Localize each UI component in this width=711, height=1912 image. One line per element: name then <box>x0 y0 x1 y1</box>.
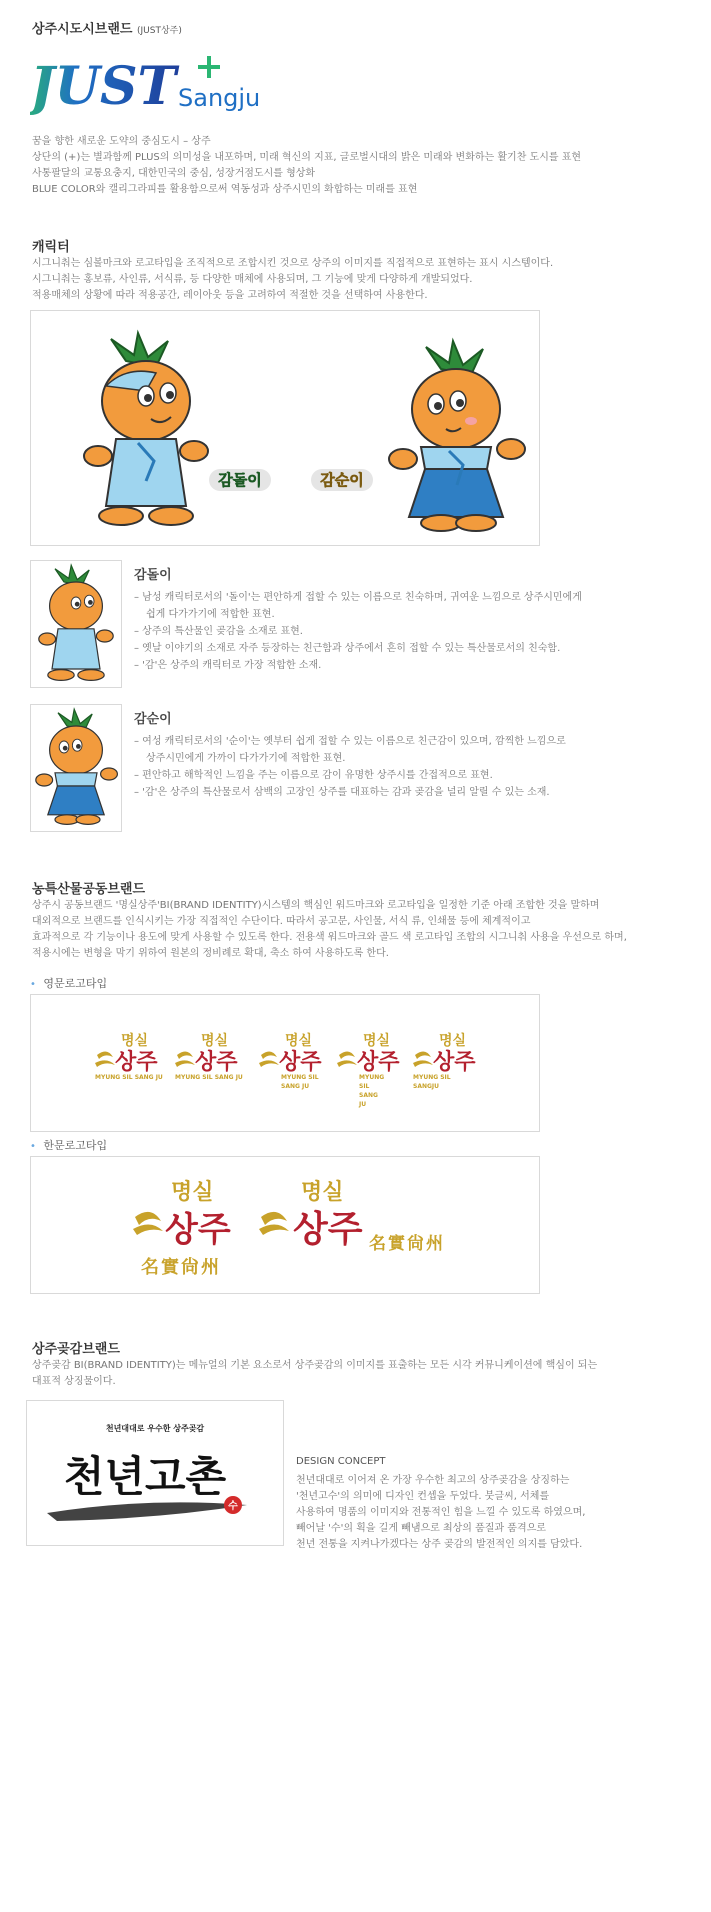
eng-logo-label: SANGJU <box>413 1083 440 1090</box>
eng-logo-label: MYUNG <box>359 1074 385 1081</box>
gamsuni-title: 감순이 <box>134 712 172 727</box>
logo-sangju-text: Sangju <box>178 84 261 112</box>
gamdori-figure <box>84 333 208 525</box>
gotgam-logo-box <box>26 1400 284 1546</box>
eng-logo-label: MYUNG SIL <box>413 1074 451 1081</box>
eng-logo-top-text: 명실 <box>363 1033 391 1049</box>
eng-logotype-box <box>30 994 540 1132</box>
wing-icon <box>337 1060 357 1067</box>
han-logo-horizontal <box>259 1179 445 1254</box>
eng-logo-main-text: 상주 <box>279 1050 322 1075</box>
gamdori-thumb-box <box>30 560 122 688</box>
section-character <box>32 236 70 255</box>
han-logotype-box <box>30 1156 540 1294</box>
wing-icon <box>413 1060 433 1067</box>
city-brand-desc: 꿈을 향한 새로운 도약의 중심도시 – 상주 상단의 (+)는 별과함께 PLUS의 의미성을 내포하며, 미래 혁신의 지표, 글로벌시대의 밝은 미래와 변화하는 활기찬 도시를 표현 사통팔달의 교통요충지, 대한민국의 중심, 성장거점도시를 형상화 BLUE COLOR와 캘리그라피를 활용함으로써 역동성과 상주시민의 화합하는 미래를 표현 <box>32 136 582 195</box>
svg-text:감순이: 감순이 <box>320 471 364 489</box>
gamdori-thumb <box>31 561 121 687</box>
gamdori-info <box>134 564 582 674</box>
gotgam-brand-title: 상주곶감브랜드 <box>32 1342 120 1357</box>
gamsuni-thumb-box <box>30 704 122 832</box>
eng-logo-label: SIL <box>359 1083 370 1090</box>
eng-logo-label: SANG JU <box>281 1083 310 1090</box>
section-gotgam-brand <box>32 1338 120 1357</box>
svg-text:상주: 상주 <box>165 1210 231 1250</box>
character-desc: 시그니춰는 심볼마크와 로고타입을 조직적으로 조합시킨 것으로 상주의 이미지를 직접적으로 표현하는 표시 시스템이다. 시그니춰는 홍보류, 사인류, 서식류, 등 다양한 매체에 사용되며, 그 기능에 맞게 다양하게 개발되었다. 적용매체의 상황에 따라 적용공간, 레이아웃 등을 고려하여 적절한 것을 선택하여 사용한다. <box>32 258 554 301</box>
character-pair-illustration <box>31 311 539 545</box>
gamsuni-info <box>134 708 566 801</box>
svg-text:천년고촌: 천년고촌 <box>63 1452 227 1501</box>
svg-text:상주: 상주 <box>293 1209 363 1250</box>
svg-text:수: 수 <box>228 1501 238 1512</box>
agri-brand-desc: 상주시 공동브랜드 '명실상주'BI(BRAND IDENTITY)시스템의 핵심인 워드마크와 로고타입을 일정한 기준 아래 조합한 것을 말하며 대외적으로 브랜드를 인식시키는 가장 직접적인 수단이다. 따라서 공고문, 사인물, 서식 류, 인쇄물 등에 체계적이고 효과적으로 각 기능이나 용도에 맞게 사용할 수 있도록 한다. 전용색 워드마크와 골드 색 로고타입 조합의 시그니춰 사용을 우선으로 하며, 적용시에는 변형을 막기 위하여 원본의 정비례로 확대, 축소 하여 사용하도록 한다. <box>32 900 627 959</box>
han-logotype-set <box>31 1157 539 1293</box>
svg-text:명실: 명실 <box>171 1180 214 1205</box>
wing-icon <box>259 1060 279 1067</box>
eng-logo-label: MYUNG SIL SANG JU <box>95 1074 163 1081</box>
svg-text:감돌이: 감돌이 <box>218 471 262 489</box>
design-concept-title: DESIGN CONCEPT <box>296 1456 386 1467</box>
eng-logo-label: SANG <box>359 1092 378 1099</box>
wing-icon <box>95 1060 115 1067</box>
svg-text:천년대대로 우수한 상주곶감: 천년대대로 우수한 상주곶감 <box>105 1423 205 1433</box>
character-title: 캐릭터 <box>32 240 70 255</box>
eng-logo-top-text: 명실 <box>121 1033 149 1049</box>
eng-logo-main-text: 상주 <box>195 1050 238 1075</box>
svg-text:名實尙州: 名實尙州 <box>369 1234 445 1254</box>
eng-logotype-heading: • 영문로고타입 <box>30 975 107 991</box>
eng-logo-main-text: 상주 <box>357 1050 400 1075</box>
gotgam-brand-desc: 상주곶감 BI(BRAND IDENTITY)는 메뉴얼의 기본 요소로서 상주곶감의 이미지를 표출하는 모든 시각 커뮤니케이션에 핵심이 되는 대표적 상징물이다. <box>32 1360 598 1387</box>
wing-icon <box>339 1051 355 1059</box>
eng-logo-top-text: 명실 <box>439 1033 467 1049</box>
gamsuni-figure <box>389 341 525 531</box>
logo-just-text: JUST <box>30 56 177 117</box>
eng-logo-variant <box>337 1032 400 1108</box>
wing-icon <box>97 1051 113 1059</box>
wing-icon <box>177 1051 193 1059</box>
eng-logo-variant <box>259 1032 322 1090</box>
gamdori-bullets: – 남성 캐릭터로서의 '돌이'는 편안하게 접할 수 있는 이름으로 친숙하며, 귀여운 느낌으로 상주시민에게 쉽게 다가가기에 적합한 표현. – 상주의 특산물인 곶감을 소재로 표현. – 옛날 이야기의 소재로 자주 등장하는 친근함과 상주에서 흔히 접할 수 있는 특산물로서의 친숙함. – '감'은 상주의 캐릭터로 가장 적합한 소재. <box>134 592 582 671</box>
han-logotype-heading: • 한문로고타입 <box>30 1137 107 1153</box>
brush-stroke <box>47 1502 247 1521</box>
wing-icon <box>415 1051 431 1059</box>
eng-logo-main-text: 상주 <box>433 1050 476 1075</box>
section-agri-brand <box>32 878 145 897</box>
gamsuni-thumb <box>31 705 121 831</box>
eng-logo-label: JU <box>359 1101 367 1108</box>
eng-logo-top-text: 명실 <box>285 1033 313 1049</box>
gotgam-logo <box>27 1401 283 1545</box>
plus-star-icon <box>198 56 220 78</box>
city-brand-title: 상주시도시브랜드 (JUST상주) <box>32 22 182 37</box>
svg-text:名實尙州: 名實尙州 <box>141 1257 221 1278</box>
eng-logo-variant <box>413 1032 476 1090</box>
agri-brand-title: 농특산물공동브랜드 <box>32 882 146 897</box>
eng-logo-label: MYUNG SIL SANG JU <box>175 1074 243 1081</box>
gamdori-title: 감돌이 <box>134 568 172 583</box>
wing-icon <box>175 1060 195 1067</box>
wing-icon <box>261 1051 277 1059</box>
svg-text:명실: 명실 <box>301 1180 344 1205</box>
just-sangju-logo <box>30 50 300 120</box>
eng-logo-variant <box>95 1032 163 1081</box>
character-pair-box <box>30 310 540 546</box>
design-concept-text: 천년대대로 이어져 온 가장 우수한 최고의 상주곶감을 상징하는 '천년고수'의 의미에 디자인 컨셉을 두었다. 붓글씨, 서체를 사용하여 명품의 이미지와 전통적인 힘을 느낄 수 있도록 하였으며, 빼어날 '수'의 획을 길게 빼냄으로 최상의 품질과 품격으로 천년 전통을 지켜나가겠다는 상주 곶감의 발전적인 의지를 담았다. <box>296 1475 586 1550</box>
eng-logo-variant <box>175 1032 243 1081</box>
han-logo-stacked <box>133 1179 231 1278</box>
gamdori-name-badge <box>209 469 271 491</box>
eng-logo-main-text: 상주 <box>115 1050 158 1075</box>
section-city-brand <box>32 18 182 37</box>
gamsuni-name-badge <box>311 469 373 491</box>
seal-stamp <box>224 1496 242 1514</box>
design-concept <box>296 1456 585 1553</box>
eng-logo-top-text: 명실 <box>201 1033 229 1049</box>
eng-logotype-set <box>31 995 539 1131</box>
gamsuni-bullets: – 여성 캐릭터로서의 '순이'는 옛부터 쉽게 접할 수 있는 이름으로 친근감이 있으며, 깜찍한 느낌으로 상주시민에게 가까이 다가가기에 적합한 표현. – 편안하고 해학적인 느낌을 주는 이름으로 감이 유명한 상주시를 간접적으로 표현. – '감'은 상주의 특산물로서 삼백의 고장인 상주를 대표하는 감과 곶감을 널리 알릴 수 있는 소재. <box>134 736 566 798</box>
eng-logo-label: MYUNG SIL <box>281 1074 319 1081</box>
